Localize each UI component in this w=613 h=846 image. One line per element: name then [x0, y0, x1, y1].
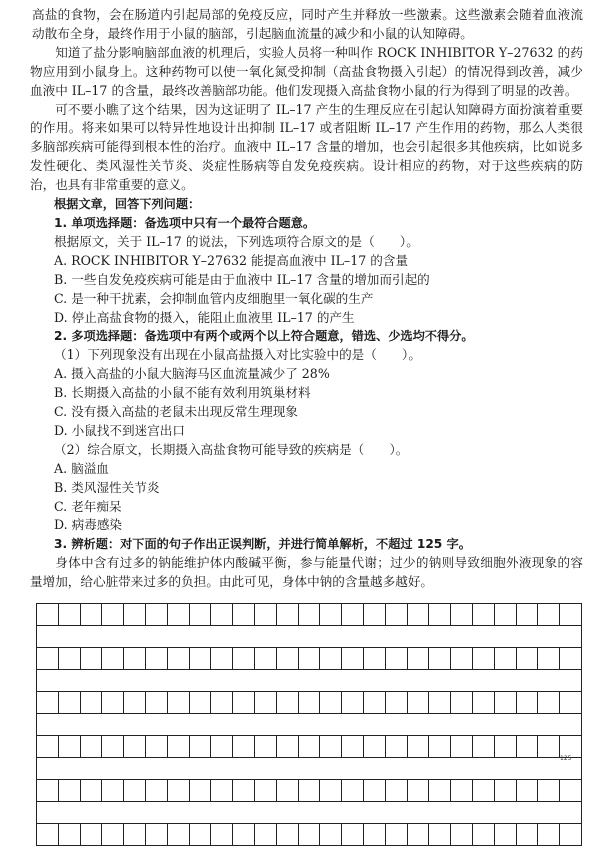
answer-grid-cell[interactable]: [538, 736, 560, 758]
answer-grid-cell[interactable]: [320, 824, 342, 846]
answer-grid-cell[interactable]: [189, 824, 211, 846]
q2-sub2-stem: （2）综合原文，长期摄入高盐食物可能导致的疾病是（ ）。: [54, 441, 409, 457]
answer-grid-gap-cell: [37, 626, 582, 648]
answer-grid-cell[interactable]: [254, 780, 276, 802]
answer-grid-cell[interactable]: [472, 692, 494, 714]
answer-grid-cell[interactable]: [276, 780, 298, 802]
answer-grid-cell[interactable]: [37, 648, 59, 670]
answer-grid-cell[interactable]: [385, 780, 407, 802]
answer-grid-cell[interactable]: [37, 604, 59, 626]
q1-option-c[interactable]: C. 是一种干扰素，会抑制血管内皮细胞里一氧化碳的生产: [54, 290, 374, 306]
answer-grid-cell[interactable]: [516, 736, 538, 758]
answer-grid-cell[interactable]: [407, 648, 429, 670]
answer-grid-cell[interactable]: [167, 736, 189, 758]
answer-grid-cell[interactable]: [538, 780, 560, 802]
answer-grid-cell[interactable]: [363, 692, 385, 714]
q3-heading: 3. 辨析题：对下面的句子作出正误判断，并进行简单解析，不超过 125 字。: [54, 537, 471, 552]
answer-grid-cell[interactable]: [37, 824, 59, 846]
answer-grid-cell[interactable]: [211, 824, 233, 846]
q2-sub1-option-c[interactable]: C. 没有摄入高盐的老鼠未出现反常生理现象: [54, 404, 298, 420]
answer-grid-cell[interactable]: [167, 824, 189, 846]
answer-grid-cell[interactable]: [167, 692, 189, 714]
answer-grid-cell[interactable]: [320, 692, 342, 714]
answer-grid-cell[interactable]: [342, 736, 364, 758]
answer-grid-row-gap: [37, 802, 582, 824]
answer-grid-cell[interactable]: [145, 824, 167, 846]
answer-grid-cell[interactable]: [298, 824, 320, 846]
answer-grid-row: [37, 780, 582, 802]
answer-grid[interactable]: [36, 603, 582, 846]
answer-grid-cell[interactable]: [276, 604, 298, 626]
q1-option-b[interactable]: B. 一些自发免疫疾病可能是由于血液中 IL–17 含量的增加而引起的: [54, 271, 430, 287]
answer-grid-cell[interactable]: [233, 824, 255, 846]
answer-grid-cell[interactable]: [560, 780, 582, 802]
answer-grid-cell[interactable]: [407, 780, 429, 802]
answer-grid-cell[interactable]: [254, 692, 276, 714]
answer-grid-gap-cell: [37, 758, 582, 780]
answer-grid-cell[interactable]: [451, 780, 473, 802]
answer-grid-cell[interactable]: [58, 648, 80, 670]
answer-grid-cell[interactable]: [211, 780, 233, 802]
answer-grid-cell[interactable]: [254, 736, 276, 758]
answer-grid-cell[interactable]: [451, 604, 473, 626]
answer-grid-cell[interactable]: [298, 736, 320, 758]
answer-grid-cell[interactable]: [254, 604, 276, 626]
answer-grid-cell[interactable]: [320, 736, 342, 758]
answer-grid-gap-cell: [37, 670, 582, 692]
answer-grid-cell[interactable]: [167, 604, 189, 626]
answer-grid-cell[interactable]: [233, 736, 255, 758]
answer-grid-gap-cell: [37, 802, 582, 824]
answer-grid-cell[interactable]: [516, 824, 538, 846]
answer-grid-cell[interactable]: [80, 648, 102, 670]
answer-grid-cell[interactable]: [58, 824, 80, 846]
q2-sub1-option-a[interactable]: A. 摄入高盐的小鼠大脑海马区血流量减少了 28%: [54, 366, 330, 382]
answer-grid-cell[interactable]: [538, 692, 560, 714]
answer-grid-cell[interactable]: [494, 692, 516, 714]
answer-grid-cell[interactable]: [124, 824, 146, 846]
answer-grid-cell[interactable]: [254, 648, 276, 670]
answer-grid-cell[interactable]: [211, 604, 233, 626]
answer-grid-cell[interactable]: [342, 604, 364, 626]
answer-grid-cell[interactable]: [233, 648, 255, 670]
answer-grid-row: [37, 736, 582, 758]
answer-grid-cell[interactable]: [233, 780, 255, 802]
answer-grid-cell[interactable]: [58, 692, 80, 714]
answer-grid-cell[interactable]: [407, 736, 429, 758]
answer-grid-cell[interactable]: [124, 648, 146, 670]
answer-grid-cell[interactable]: [407, 824, 429, 846]
answer-grid-cell[interactable]: [189, 736, 211, 758]
answer-grid-cell[interactable]: [102, 604, 124, 626]
q2-sub2-option-c[interactable]: C. 老年痴呆: [54, 498, 122, 514]
answer-grid-cell[interactable]: [320, 648, 342, 670]
answer-grid-cell[interactable]: [385, 824, 407, 846]
answer-grid-cell[interactable]: [363, 780, 385, 802]
answer-grid-row: [37, 648, 582, 670]
answer-grid-cell[interactable]: [298, 692, 320, 714]
answer-grid-cell[interactable]: [472, 736, 494, 758]
q2-sub1-stem: （1）下列现象没有出现在小鼠高盐摄入对比实验中的是（ ）。: [54, 347, 421, 363]
q2-sub2-option-a[interactable]: A. 脑溢血: [54, 460, 109, 476]
answer-grid-cell[interactable]: [472, 824, 494, 846]
answer-grid-cell[interactable]: [102, 780, 124, 802]
answer-grid-cell[interactable]: [363, 648, 385, 670]
answer-grid-cell[interactable]: [407, 692, 429, 714]
answer-grid-cell[interactable]: [145, 692, 167, 714]
answer-grid-row-gap: [37, 758, 582, 780]
passage-paragraph-1: 高盐的食物，会在肠道内引起局部的免疫反应，同时产生并释放一些激素。这些激素会随着血液流动散布全身，最终作用于小鼠的脑部，引起脑血流量的减少和小鼠的认知障碍。: [32, 7, 583, 41]
answer-grid-cell[interactable]: [102, 692, 124, 714]
answer-grid-cell[interactable]: [102, 648, 124, 670]
answer-grid-cell[interactable]: [516, 604, 538, 626]
answer-grid-cell[interactable]: [80, 736, 102, 758]
answer-grid-cell[interactable]: [233, 692, 255, 714]
answer-grid-cell[interactable]: [494, 780, 516, 802]
answer-grid-cell[interactable]: [124, 604, 146, 626]
answer-grid-cell[interactable]: [37, 692, 59, 714]
q1-option-a[interactable]: A. ROCK INHIBITOR Y–27632 能提高血液中 IL–17 的含量: [54, 252, 409, 268]
answer-grid-cell[interactable]: [124, 692, 146, 714]
answer-grid-cell[interactable]: [124, 780, 146, 802]
answer-grid-cell[interactable]: [167, 780, 189, 802]
answer-grid-cell[interactable]: [538, 824, 560, 846]
answer-grid-cell[interactable]: [189, 692, 211, 714]
q1-stem: 根据原文，关于 IL–17 的说法，下列选项符合原文的是（ ）。: [54, 233, 419, 249]
answer-grid-cell[interactable]: [145, 736, 167, 758]
answer-grid-cell[interactable]: [494, 604, 516, 626]
answer-grid-cell[interactable]: [472, 780, 494, 802]
answer-grid-cell[interactable]: [538, 604, 560, 626]
answer-grid-row: [37, 604, 582, 626]
answer-grid-cell[interactable]: [429, 780, 451, 802]
answer-grid-cell[interactable]: [80, 780, 102, 802]
q2-sub1-option-d[interactable]: D. 小鼠找不到迷宫出口: [54, 422, 185, 438]
answer-grid-cell[interactable]: [37, 780, 59, 802]
passage-paragraph-3: 可不要小瞧了这个结果，因为这证明了 IL–17 产生的生理反应在引起认知障碍方面扮演着重要的作用。将来如果可以特异性地设计出抑制 IL–17 或者阻断 IL–17 产生作用的药物，那么人类很多脑部疾病可能得到根本性的治疗。血液中 IL–17 含量的增加，也会引起很多其他疾病，比如说多发性硬化、类风湿性关节炎、炎症性肠病等自发免疫疾病。设计相应的药物，对于这些疾病的防治，也具有非常重要的意义。: [30, 101, 583, 193]
answer-grid-cell[interactable]: [102, 824, 124, 846]
answer-grid-cell[interactable]: [276, 824, 298, 846]
answer-grid-cell[interactable]: [37, 736, 59, 758]
answer-grid-cell[interactable]: [385, 604, 407, 626]
answer-grid-cell[interactable]: [451, 824, 473, 846]
answer-grid-cell[interactable]: [472, 604, 494, 626]
answer-grid-cell[interactable]: [385, 736, 407, 758]
answer-grid-cell[interactable]: [276, 692, 298, 714]
answer-grid-cell[interactable]: [538, 648, 560, 670]
answer-grid-row-gap: [37, 714, 582, 736]
answer-grid-cell[interactable]: [145, 604, 167, 626]
answer-grid-cell[interactable]: [429, 824, 451, 846]
instructions-heading: 根据文章，回答下列问题：: [54, 197, 201, 212]
answer-grid-cell[interactable]: [429, 692, 451, 714]
q2-heading: 2. 多项选择题：备选项中有两个或两个以上符合题意，错选、少选均不得分。: [54, 329, 474, 344]
answer-grid-cell[interactable]: [560, 604, 582, 626]
answer-grid-cell[interactable]: [211, 648, 233, 670]
answer-grid-cell[interactable]: [80, 604, 102, 626]
answer-grid-cell[interactable]: [516, 780, 538, 802]
answer-grid-cell[interactable]: [276, 736, 298, 758]
answer-grid-cell[interactable]: [320, 780, 342, 802]
answer-grid-cell[interactable]: [363, 736, 385, 758]
answer-grid-row-gap: [37, 670, 582, 692]
answer-grid-cell[interactable]: [298, 648, 320, 670]
answer-grid-cell[interactable]: [560, 824, 582, 846]
answer-grid-cell[interactable]: [167, 648, 189, 670]
q2-sub2-option-d[interactable]: D. 病毒感染: [54, 517, 123, 533]
q2-sub2-option-b[interactable]: B. 类风湿性关节炎: [54, 479, 160, 495]
answer-grid-cell[interactable]: [276, 648, 298, 670]
answer-grid-cell[interactable]: [516, 692, 538, 714]
answer-grid-cell[interactable]: [342, 692, 364, 714]
answer-grid-cell[interactable]: [451, 736, 473, 758]
answer-grid-cell[interactable]: [494, 824, 516, 846]
answer-grid-row: [37, 692, 582, 714]
answer-grid-cell[interactable]: [58, 736, 80, 758]
worksheet-text: [30, 6, 583, 592]
answer-grid-cell[interactable]: [189, 648, 211, 670]
answer-grid-cell[interactable]: [494, 648, 516, 670]
answer-grid-row: [37, 824, 582, 846]
answer-grid-cell[interactable]: [451, 648, 473, 670]
answer-grid-cell[interactable]: [58, 780, 80, 802]
answer-grid-cell[interactable]: [189, 604, 211, 626]
answer-grid-cell[interactable]: [560, 648, 582, 670]
char-count-label: 125: [560, 755, 572, 762]
answer-grid-cell[interactable]: [342, 824, 364, 846]
answer-grid-cell[interactable]: [145, 780, 167, 802]
answer-grid-cell[interactable]: [80, 692, 102, 714]
answer-grid-cell[interactable]: [124, 736, 146, 758]
q1-option-d[interactable]: D. 停止高盐食物的摄入，能阻止血液里 IL–17 的产生: [54, 309, 355, 325]
answer-grid-cell[interactable]: [189, 780, 211, 802]
answer-grid-cell[interactable]: [516, 648, 538, 670]
answer-grid-cell[interactable]: [429, 648, 451, 670]
answer-grid-cell[interactable]: [429, 736, 451, 758]
answer-grid-cell[interactable]: [407, 604, 429, 626]
answer-grid-cell[interactable]: [211, 692, 233, 714]
q3-statement: 身体中含有过多的钠能维护体内酸碱平衡，参与能量代谢；过少的钠则导致细胞外液现象的容量增加，给心脏带来过多的负担。由此可见，身体中钠的含量越多越好。: [30, 555, 583, 590]
answer-grid-cell[interactable]: [560, 692, 582, 714]
answer-grid-cell[interactable]: [451, 692, 473, 714]
answer-grid-cell[interactable]: [342, 648, 364, 670]
answer-grid-cell[interactable]: [385, 648, 407, 670]
answer-grid-cell[interactable]: [363, 604, 385, 626]
answer-grid-cell[interactable]: [211, 736, 233, 758]
answer-grid-cell[interactable]: [494, 736, 516, 758]
answer-grid-cell[interactable]: [145, 648, 167, 670]
answer-grid-cell[interactable]: [429, 604, 451, 626]
passage-paragraph-2: 知道了盐分影响脑部血液的机理后，实验人员将一种叫作 ROCK INHIBITOR Y–27632 的药物应用到小鼠身上。这种药物可以使一氧化氮受抑制（高盐食物摄入引起）的情况得到改善，减少血液中 IL–17 的含量，最终改善脑部功能。他们发现摄入高盐食物小鼠的行为得到了明显的改善。: [30, 44, 583, 98]
answer-grid-cell[interactable]: [80, 824, 102, 846]
answer-grid-cell[interactable]: [342, 780, 364, 802]
answer-grid-cell[interactable]: [254, 824, 276, 846]
answer-grid-row-gap: [37, 626, 582, 648]
answer-grid-cell[interactable]: [58, 604, 80, 626]
answer-grid-cell[interactable]: [320, 604, 342, 626]
answer-grid-cell[interactable]: [233, 604, 255, 626]
answer-grid-cell[interactable]: [363, 824, 385, 846]
answer-grid-cell[interactable]: [102, 736, 124, 758]
answer-grid-cell[interactable]: [298, 780, 320, 802]
answer-grid-cell[interactable]: [298, 604, 320, 626]
answer-grid-cell[interactable]: [385, 692, 407, 714]
answer-grid-gap-cell: [37, 714, 582, 736]
answer-grid-cell[interactable]: [472, 648, 494, 670]
q1-heading: 1. 单项选择题：备选项中只有一个最符合题意。: [54, 215, 316, 230]
q2-sub1-option-b[interactable]: B. 长期摄入高盐的小鼠不能有效利用筑巢材料: [54, 385, 311, 401]
